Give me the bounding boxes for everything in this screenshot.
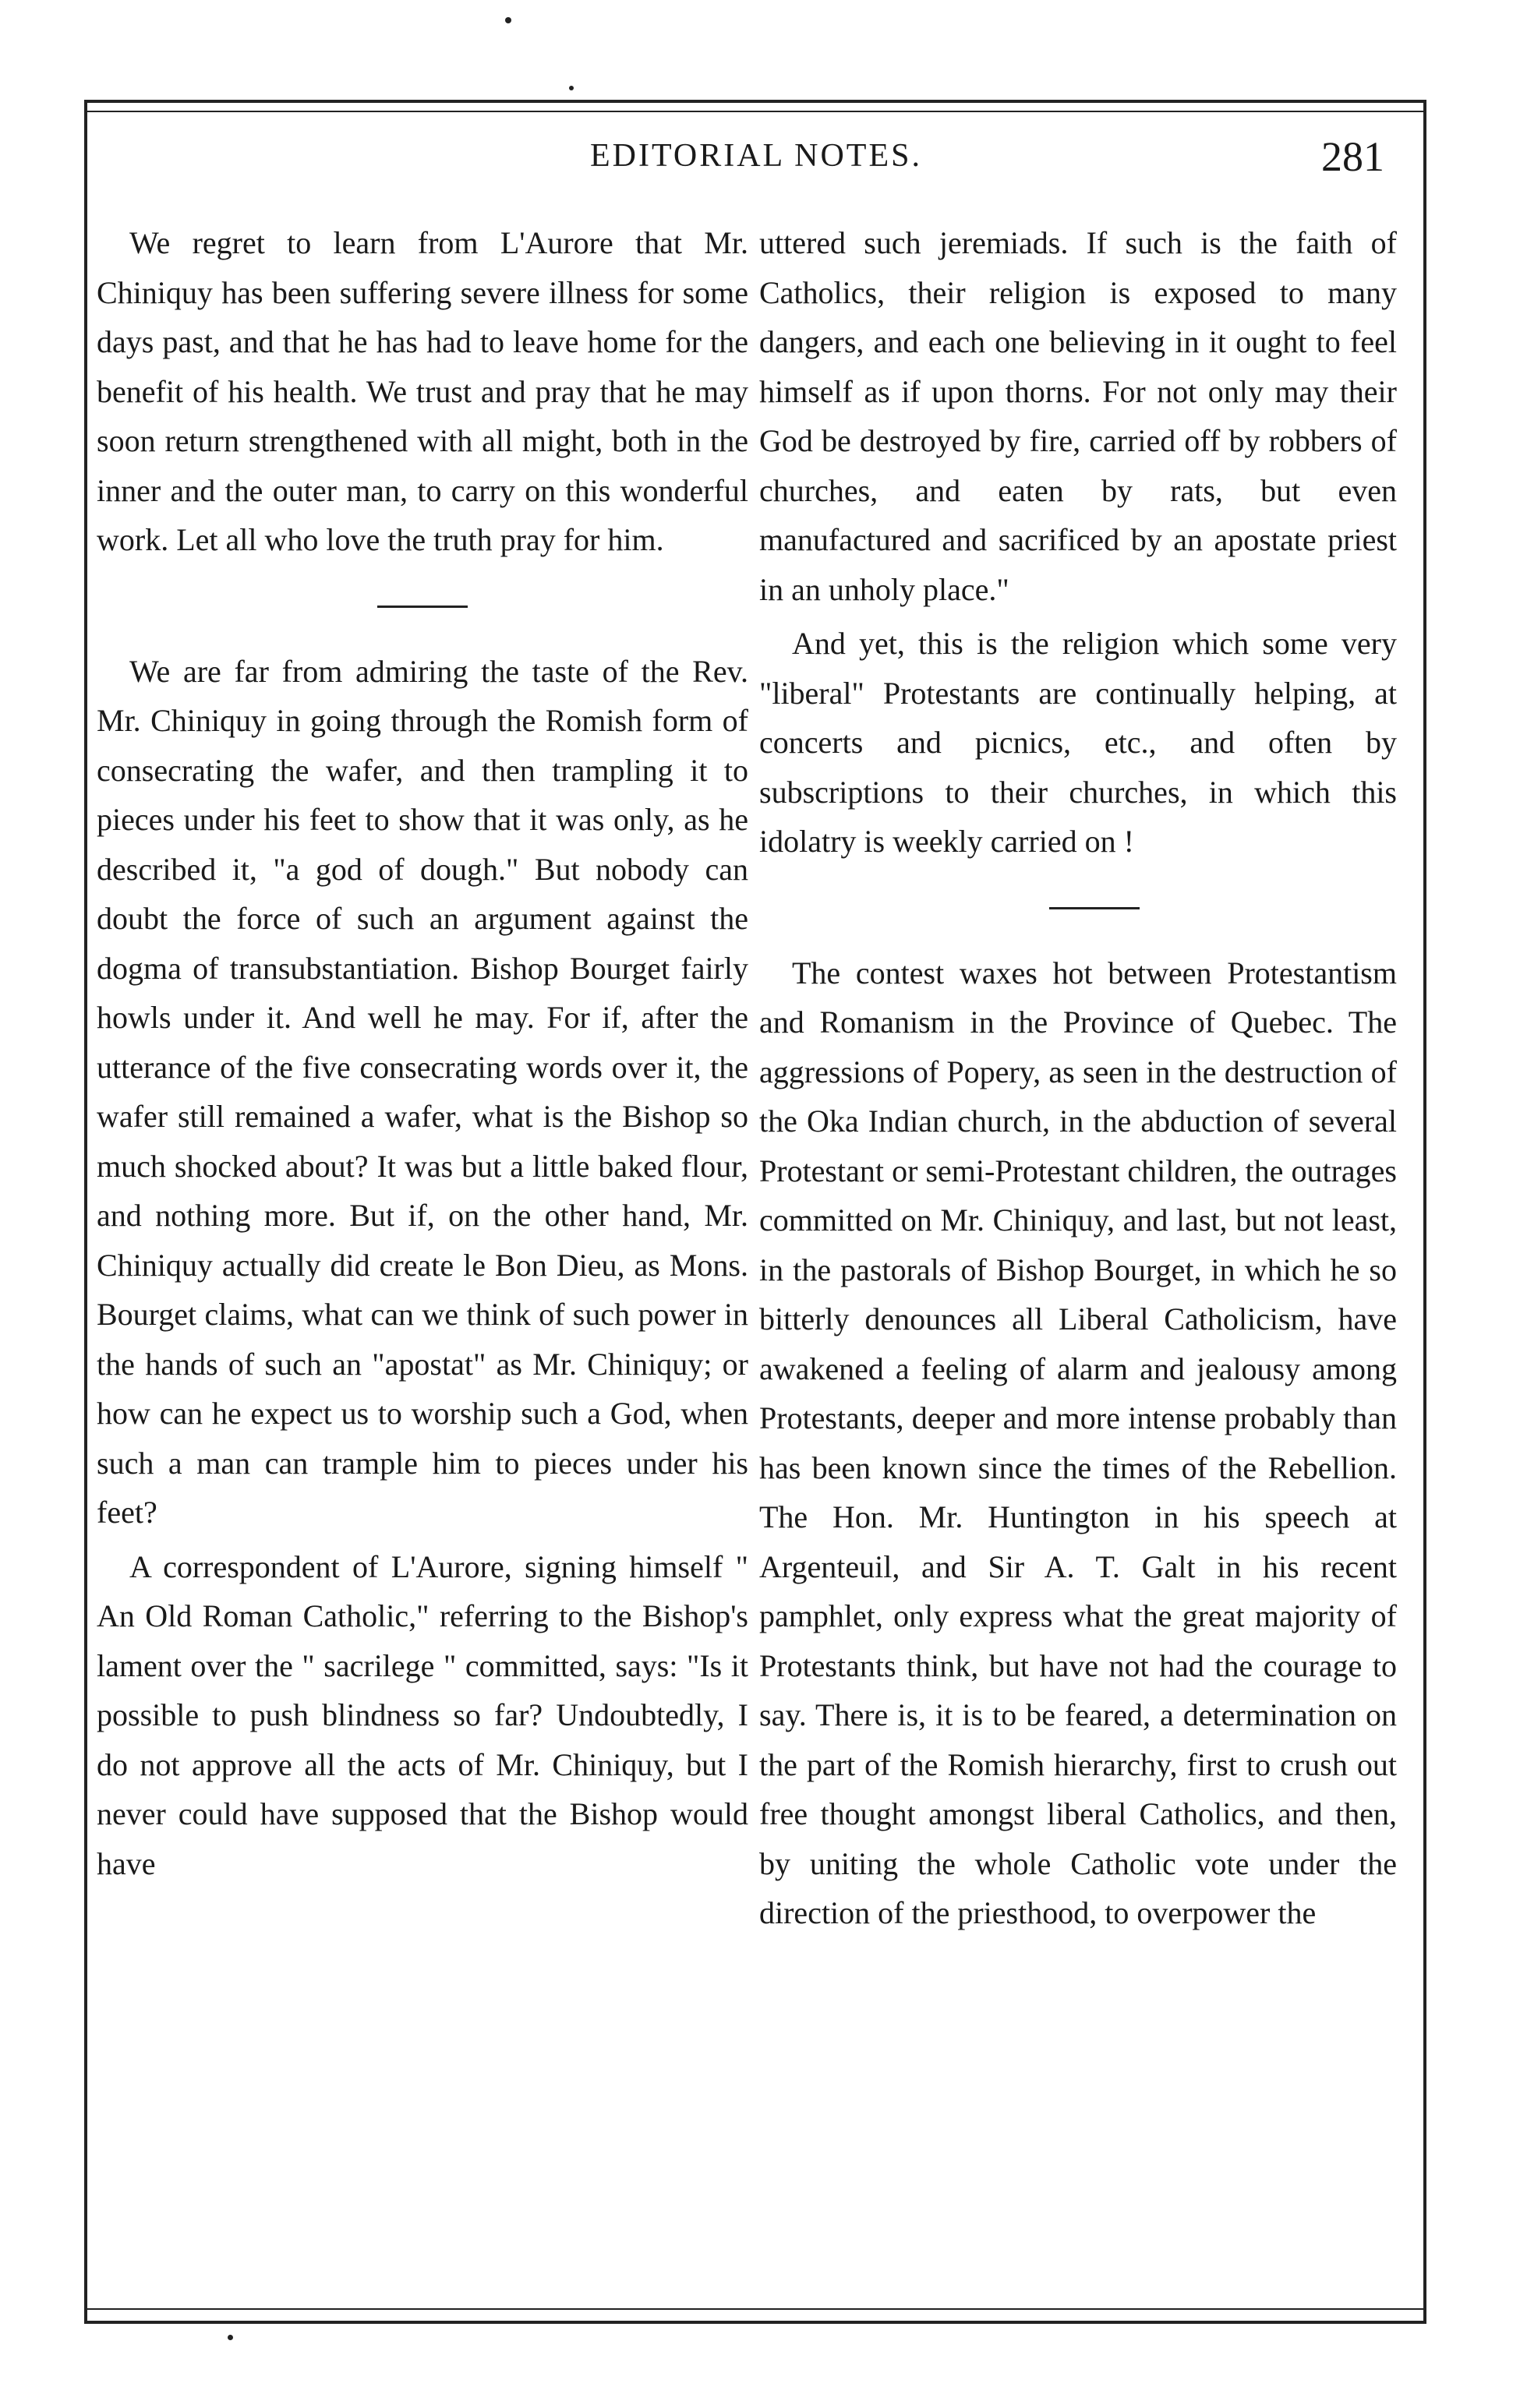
page-speck-bottom [228,2335,233,2340]
note-chiniquy-illness: We regret to learn from L'Aurore that Mr. Chiniquy has been suffering severe illness for some days past, and that he has had to leave home for the benefit of his health. We trust and pray that he may soon return strengthened with all might, both in the inner and the outer man, to carry on this wonderful work. Let all who love the truth pray for him. [97,225,748,557]
running-header-title: EDITORIAL NOTES. [590,138,922,174]
page-speck-mid [569,86,574,90]
page-speck-top [505,17,511,23]
running-header [109,132,1403,195]
right-column [759,218,1397,1938]
page-frame-inner-top-rule [84,111,1426,112]
left-column [97,218,748,1888]
note-correspondent-letter-continued: uttered such jeremiads. If such is the faith of Catholics, their religion is exposed to many dangers, and each one believing in it ought to feel himself as if upon thorns. For not only may their God be destroyed by fire, carried off by robbers of churches, and eaten by rats, but even manufactured and sacrificed by an apostate priest in an unholy place." [759,225,1397,607]
note-quebec-contest: The contest waxes hot between Protestantism and Romanism in the Province of Quebec. The aggressions of Popery, as seen in the destruction of the Oka Indian church, in the abduction of several Protestant or semi-Protestant children, the outrages committed on Mr. Chiniquy, and last, but not least, in the pastorals of Bishop Bourget, in which he so bitterly denounces all Liberal Catholicism, have awakened a feeling of alarm and jealousy among Protestants, deeper and more intense probably than has been known since the times of the Rebellion. The Hon. Mr. Huntington in his speech at Argenteuil, and Sir A. T. Galt in his recent pamphlet, only express what the great majority of Protestants think, but have not had the courage to say. There is, it is to be feared, a determination on the part of the Romish hierarchy, first to crush out free thought amongst liberal Catholics, and then, by uniting the whole Catholic vote under the direction of the priesthood, to overpower the [759,955,1397,1930]
note-liberal-protestants: And yet, this is the religion which some very "liberal" Protestants are continually helping, at concerts and picnics, etc., and often by subscriptions to their churches, in which this idolatry is weekly carried on ! [759,626,1397,859]
page-frame-inner-bottom-rule [84,2308,1426,2310]
note-wafer-consecration: We are far from admiring the taste of the Rev. Mr. Chiniquy in going through the Romish form of consecrating the wafer, and then trampling it to pieces under his feet to show that it was only, as he described it, "a god of dough." But nobody can doubt the force of such an argument against the dogma of transubstantiation. Bishop Bourget fairly howls under it. And well he may. For if, after the utterance of the five consecrating words over it, the wafer still remained a wafer, what is the Bishop so much shocked about? It was but a little baked flour, and nothing more. But if, on the other hand, Mr. Chiniquy actually did create le Bon Dieu, as Mons. Bourget claims, what can we think of such power in the hands of such an "apostat" as Mr. Chiniquy; or how can he expect us to worship such a God, when such a man can trample him to pieces under his feet? [97,653,748,1530]
page-number: 281 [1321,133,1384,180]
note-correspondent-letter: A correspondent of L'Aurore, signing himself " An Old Roman Catholic," referring to the Bishop's lament over the " sacrilege " committed, says: "Is it possible to push blindness so far? Undoubtedly, I do not approve all the acts of Mr. Chiniquy, but I never could have supposed that the Bishop would have [97,1548,748,1881]
section-separator [1049,907,1140,909]
section-separator [377,606,468,608]
